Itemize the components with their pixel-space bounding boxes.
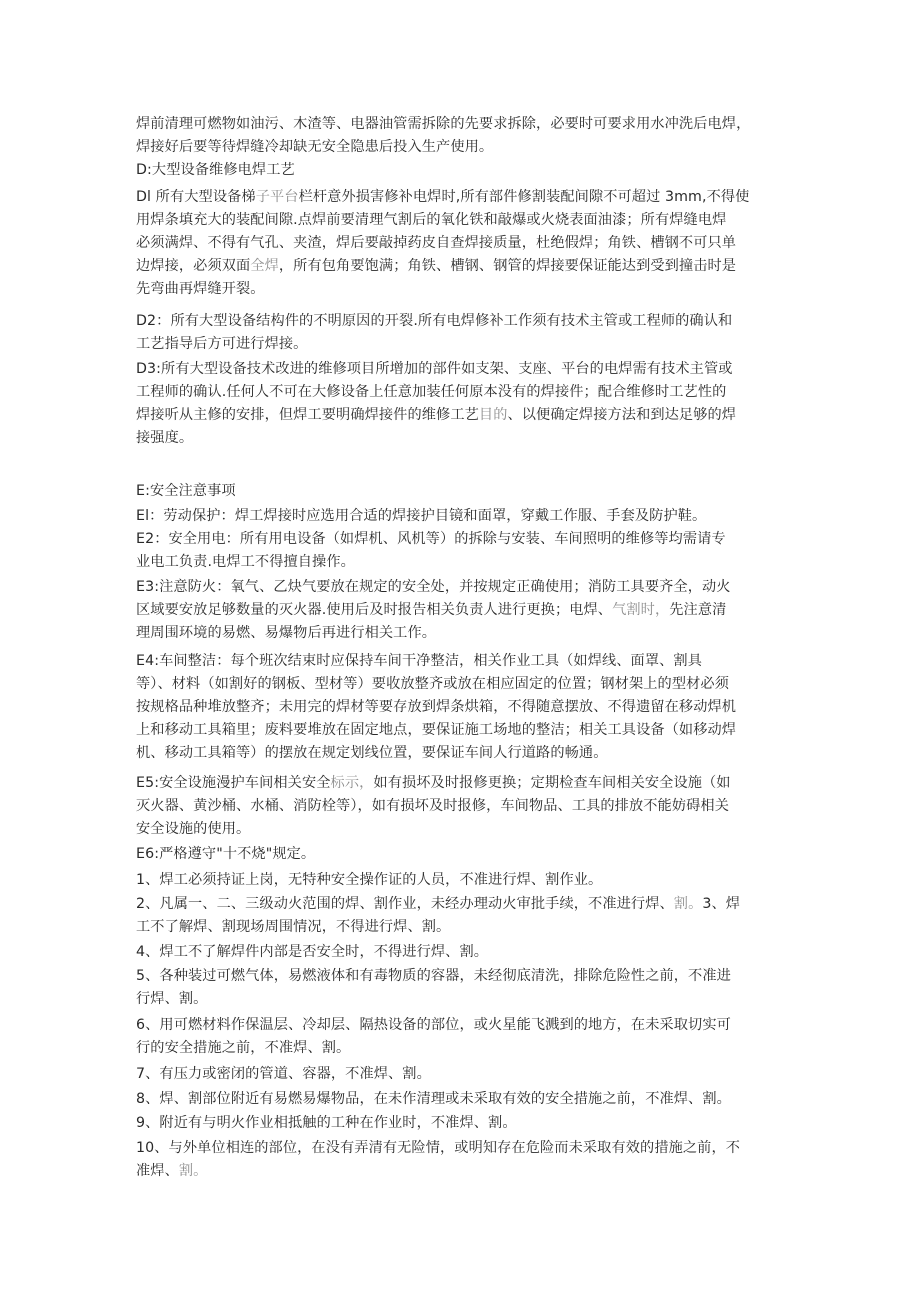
paragraph-d1: Dl 所有大型设备梯子平台栏杆意外损害修补电焊时,所有部件修割装配间隙不可超过 3mm,不得使 用焊条填充大的装配间隙.点焊前要清理气割后的氧化铁和敲爆或火烧表面油漆；所有焊缝电焊 必须满焊、不得有气孔、夹渣，焊后要敲掉药皮自查焊接质量，杜绝假焊；角铁、槽钢不可只单 边焊接，必须双面全焊，所有包角要饱满；角铁、槽钢、钢管的焊接要保证能达到受到撞击时是 先弯曲再焊缝开裂。 bbox=[136, 189, 750, 297]
rule-8: 8、焊、割部位附近有易燃易爆物品，在未作清理或未采取有效的安全措施之前，不准焊、割。 bbox=[136, 1091, 731, 1107]
rule-4: 4、焊工不了解焊件内部是否安全时，不得进行焊、割。 bbox=[136, 944, 489, 960]
paragraph-e1: El：劳动保护：焊工焊接时应选用合适的焊接护目镜和面罩，穿戴工作服、手套及防护鞋。 bbox=[136, 508, 707, 524]
paragraph-e5: E5:安全设施漫护车间相关安全标示，如有损坏及时报修更换；定期检查车间相关安全设施（如 灭火器、黄沙桶、水桶、消防栓等），如有损坏及时报修，车间物品、工具的排放不能妨碍相关 安全设施的使用。 bbox=[136, 775, 731, 837]
rule-9: 9、附近有与明火作业相抵触的工种在作业时，不准焊、割。 bbox=[136, 1115, 517, 1131]
paragraph-e6: E6:严格遵守"十不烧"规定。 bbox=[136, 846, 316, 862]
rule-2-3: 2、凡属一、二、三级动火范围的焊、割作业，未经办理动火审批手续，不准进行焊、割。3、焊 工不了解焊、割现场周围情况，不得进行焊、割。 bbox=[136, 896, 741, 935]
paragraph-e2: E2：安全用电：所有用电设备（如焊机、风机等）的拆除与安装、车间照明的维修等均需请专 业电工负责.电焊工不得擅自操作。 bbox=[136, 531, 726, 570]
section-heading-d: D:大型设备维修电焊工艺 bbox=[136, 162, 295, 178]
rule-5: 5、各种装过可燃气体，易燃液体和有毒物质的容器，未经彻底清洗，排除危险性之前，不准进 行焊、割。 bbox=[136, 968, 731, 1007]
rule-6: 6、用可燃材料作保温层、冷却层、隔热设备的部位，或火星能飞溅到的地方，在未采取切实可 行的安全措施之前，不准焊、割。 bbox=[136, 1017, 731, 1056]
paragraph-welding-prep: 焊前清理可燃物如油污、木渣等、电器油管需拆除的先要求拆除，必要时可要求用水冲洗后电焊， 焊接好后要等待焊缝冷却缺无安全隐患后投入生产使用。 bbox=[136, 116, 751, 155]
rule-7: 7、有压力或密闭的管道、容器，不准焊、割。 bbox=[136, 1066, 431, 1082]
rule-10: 10、与外单位相连的部位，在没有弄清有无险情，或明知存在危险而未采取有效的措施之前，不 准焊、割。 bbox=[136, 1140, 741, 1179]
paragraph-d3: D3:所有大型设备技术改进的维修项目所增加的部件如支架、支座、平台的电焊需有技术主管或 工程师的确认.任何人不可在大修设备上任意加装任何原本没有的焊接件；配合维修时工艺性的 焊接听从主修的安排，但焊工要明确焊接件的维修工艺目的、以便确定焊接方法和到达足够的焊 接强度。 bbox=[136, 361, 737, 446]
paragraph-e3: E3:注意防火：氧气、乙炔气要放在规定的安全处，并按规定正确使用；消防工具要齐全，动火 区域要安放足够数量的灭火器.使用后及时报告相关负责人进行更换；电焊、气割时，先注意清 理周围环境的易燃、易爆物后再进行相关工作。 bbox=[136, 579, 731, 641]
paragraph-d2: D2：所有大型设备结构件的不明原因的开裂.所有电焊修补工作须有技术主管或工程师的确认和 工艺指导后方可进行焊接。 bbox=[136, 313, 733, 352]
paragraph-e4: E4:车间整洁：每个班次结束时应保持车间干净整洁，相关作业工具（如焊线、面罩、割具 等）、材料（如割好的钢板、型材等）要收放整齐或放在相应固定的位置；钢材架上的型材必须 按规格品种堆放整齐；未用完的焊材等要存放到焊条烘箱，不得随意摆放、不得遗留在移动焊机 上和移动工具箱里；废料要堆放在固定地点，要保证施工场地的整洁；相关工具设备（如移动焊 机、移动工具箱等）的摆放在规定划线位置，要保证车间人行道路的畅通。 bbox=[136, 653, 737, 761]
section-heading-e: E:安全注意事项 bbox=[136, 483, 236, 499]
rule-1: 1、焊工必须持证上岗，无特种安全操作证的人员，不准进行焊、割作业。 bbox=[136, 872, 603, 888]
